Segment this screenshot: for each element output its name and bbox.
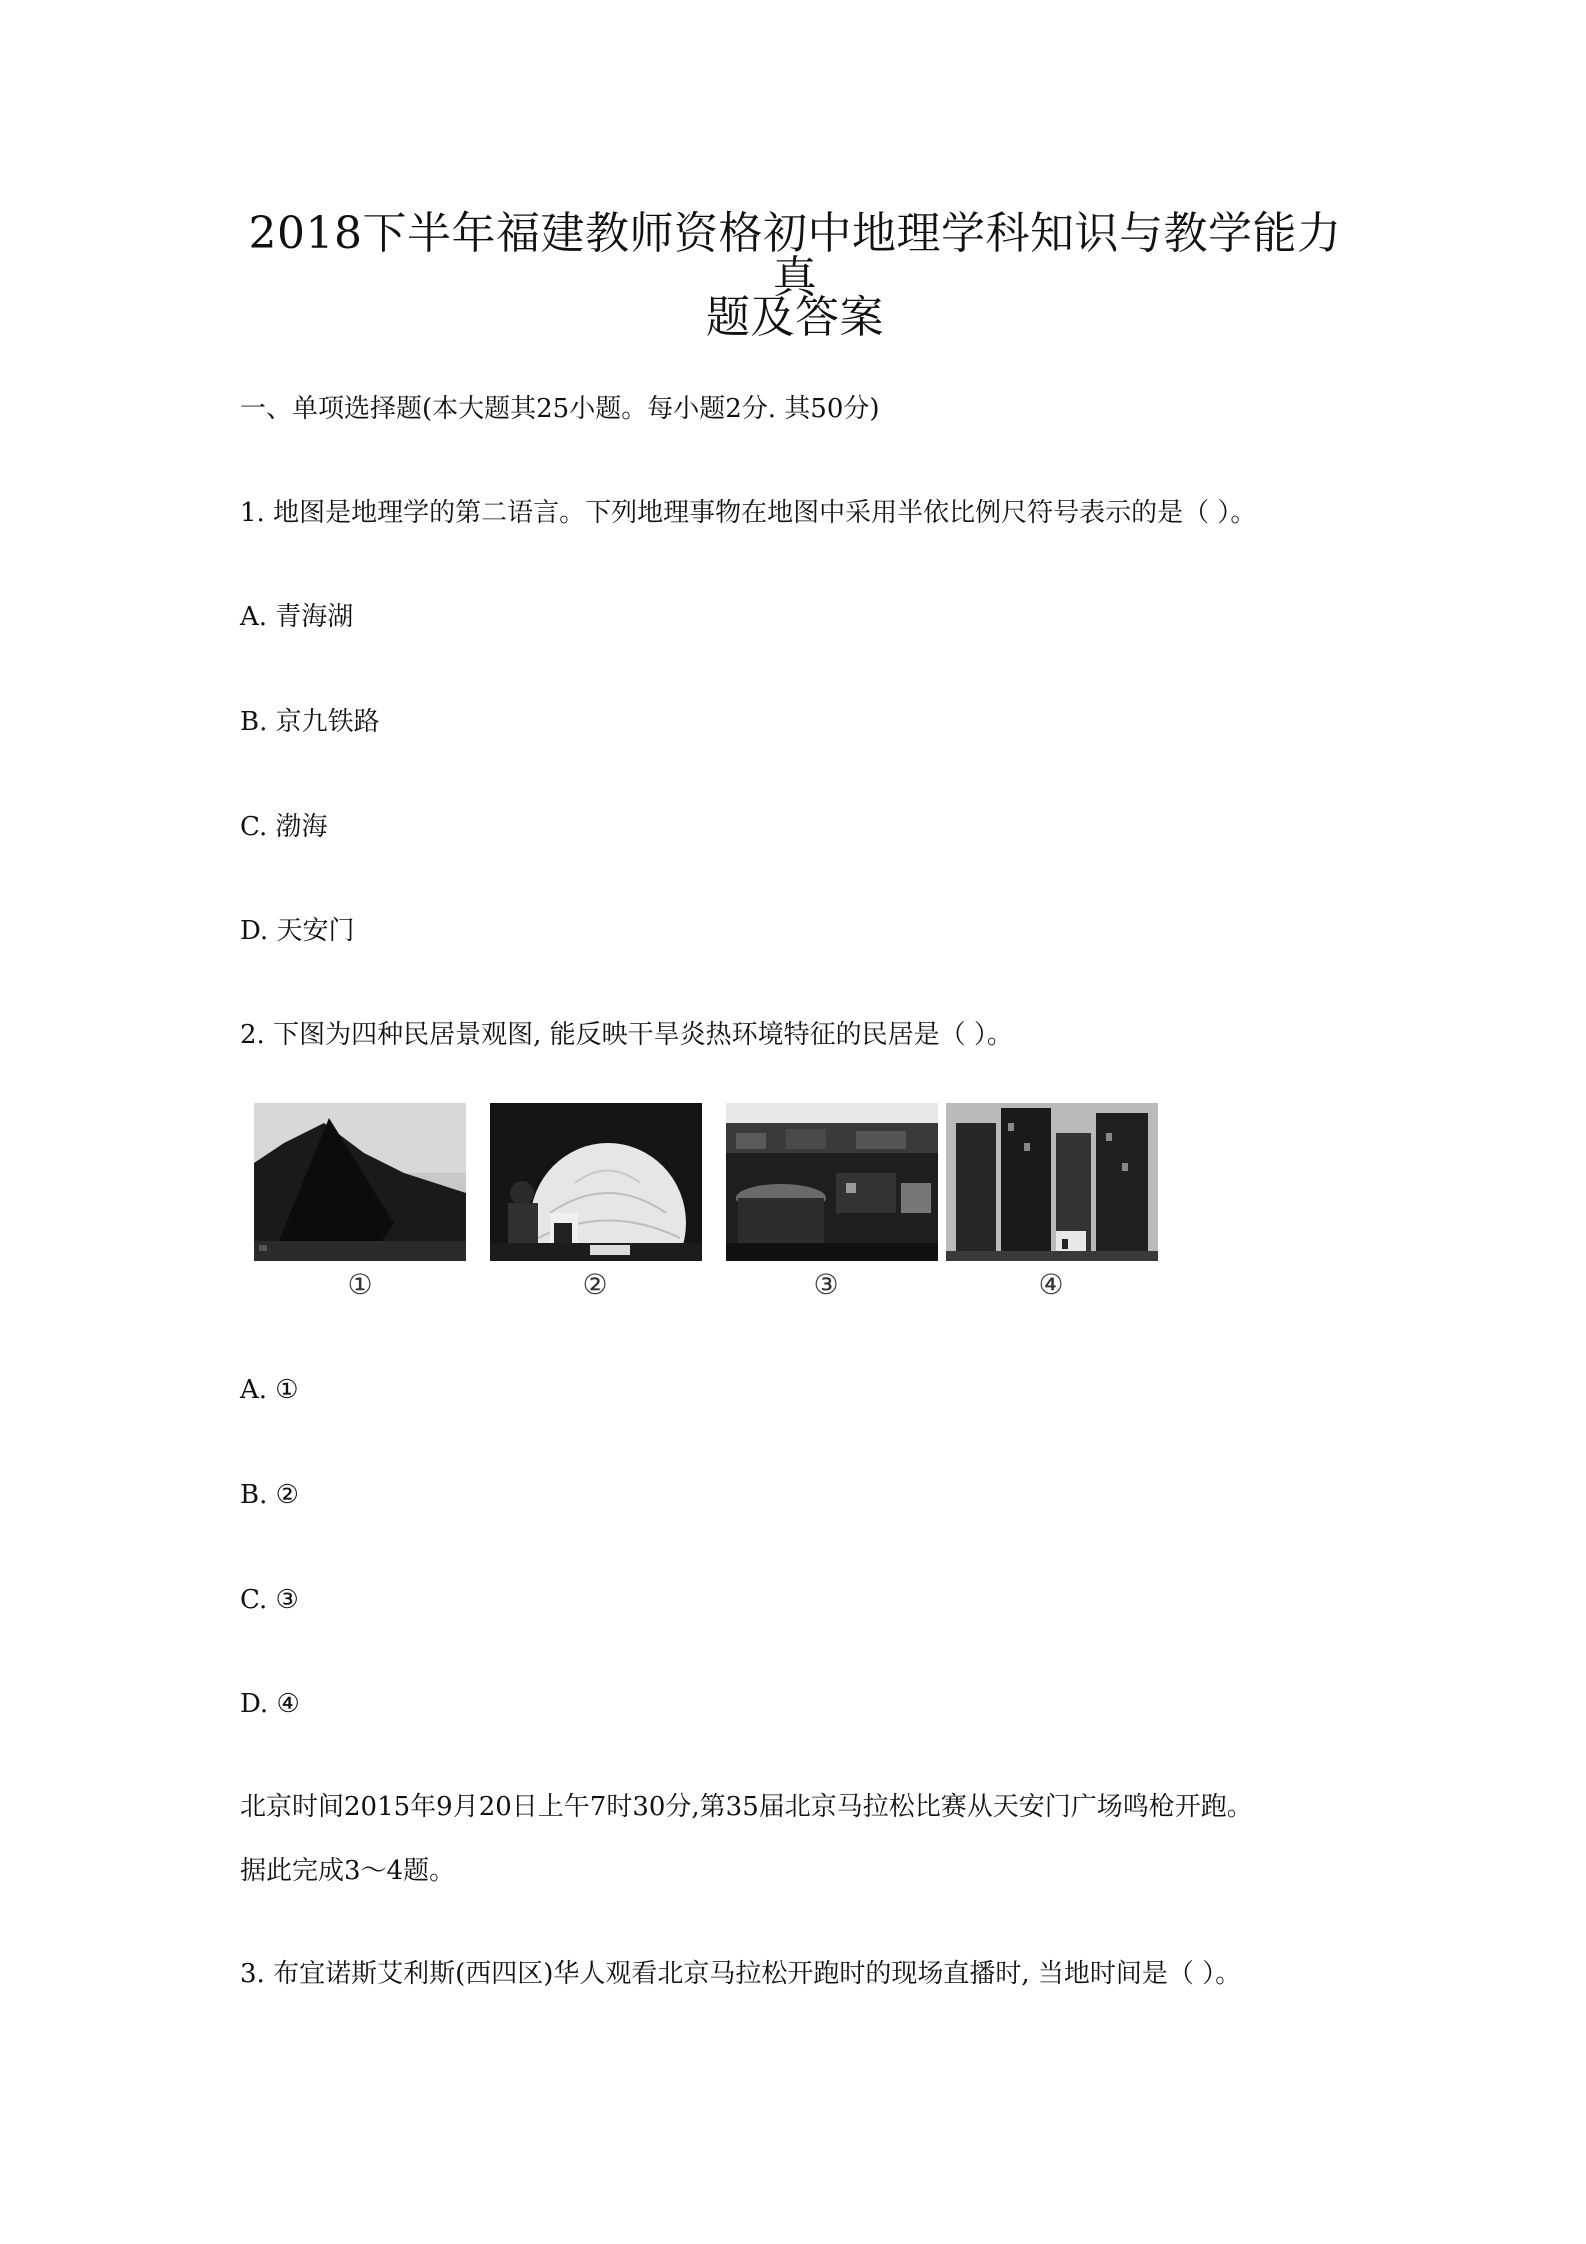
document-title-line-2: 题及答案 [706,292,884,343]
question-1-option-c: C. 渤海 [240,812,328,842]
question-1-option-a: A. 青海湖 [240,602,354,632]
dwelling-photo-1 [254,1103,466,1261]
question-2-stem: 2. 下图为四种民居景观图, 能反映干旱炎热环境特征的民居是（ ）。 [240,1020,1013,1050]
dwelling-photo-4 [946,1103,1158,1261]
dwellings-figure [254,1103,1154,1303]
question-2-option-c: C. ③ [240,1585,299,1615]
figure-caption-4: ④ [1038,1268,1064,1301]
section-heading: 一、单项选择题(本大题其25小题。每小题2分. 其50分) [240,394,880,424]
dwelling-photo-2 [490,1103,702,1261]
figure-caption-3: ③ [813,1268,839,1301]
question-3-stem: 3. 布宜诺斯艾利斯(西四区)华人观看北京马拉松开跑时的现场直播时, 当地时间是（ ）。 [240,1959,1242,1989]
figure-caption-1: ① [347,1268,373,1301]
question-2-option-d: D. ④ [240,1689,300,1719]
document-title-line-1: 2018下半年福建教师资格初中地理学科知识与教学能力真 [248,208,1342,303]
question-1-stem: 1. 地图是地理学的第二语言。下列地理事物在地图中采用半依比例尺符号表示的是（ ）。 [240,498,1257,528]
dwelling-photo-3 [726,1103,938,1261]
figure-caption-2: ② [582,1268,608,1301]
question-1-option-b: B. 京九铁路 [240,707,380,737]
question-1-option-d: D. 天安门 [240,916,355,946]
question-2-option-a: A. ① [240,1375,299,1405]
passage-line-1: 北京时间2015年9月20日上午7时30分,第35届北京马拉松比赛从天安门广场鸣枪开跑。 [240,1792,1253,1822]
passage-line-2: 据此完成3～4题。 [240,1856,456,1886]
question-2-option-b: B. ② [240,1480,299,1510]
